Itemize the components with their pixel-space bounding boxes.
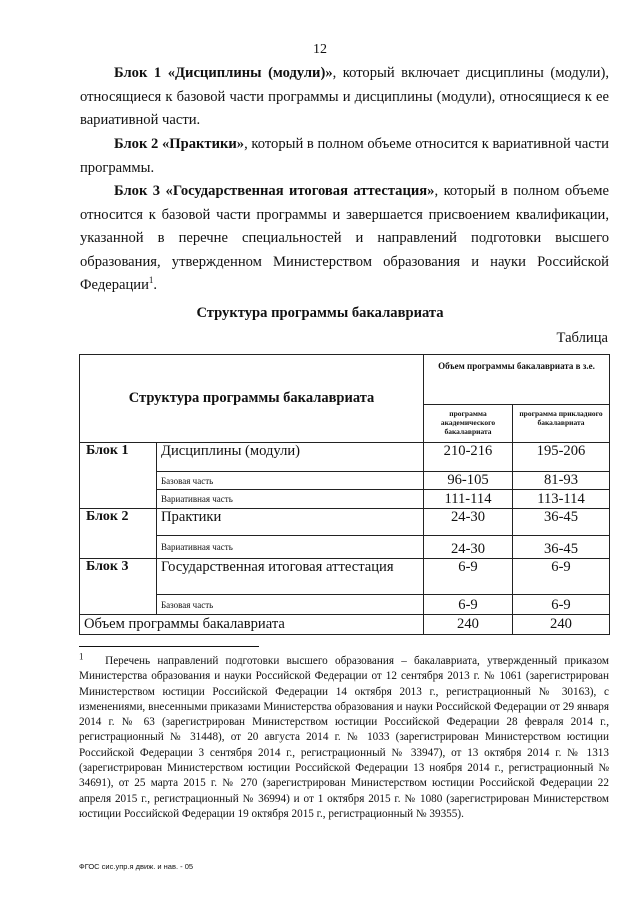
table-row [80,443,610,472]
row-academic: 24-30 [424,509,513,536]
table-label: Таблица [556,330,608,346]
total-applied: 240 [513,615,610,635]
total-academic: 240 [424,615,513,635]
header-academic: программа академического бакалавриата [424,405,513,443]
row-name: Базовая часть [157,595,424,615]
table-row [80,559,610,595]
block2-paragraph [80,133,609,180]
page-number: 12 [313,42,327,57]
row-academic: 96-105 [424,472,513,490]
header-volume: Объем программы бакалавриата в з.е. [424,355,610,405]
block1-title: Блок 1 «Дисциплины (модули)» [114,65,333,81]
header-structure: Структура программы бакалавриата [80,355,424,443]
block-label: Блок 2 [80,509,157,536]
table-title: Структура программы бакалавриата [196,305,444,321]
table-row [80,490,610,509]
row-academic: 210-216 [424,443,513,472]
block-label: Блок 3 [80,559,157,595]
block2-title: Блок 2 «Практики» [114,136,245,152]
structure-table [79,354,610,635]
row-academic: 24-30 [424,536,513,559]
row-academic: 111-114 [424,490,513,509]
row-applied: 36-45 [513,536,610,559]
footnote-divider [79,646,259,647]
row-applied: 113-114 [513,490,610,509]
row-name: Базовая часть [157,472,424,490]
row-applied: 6-9 [513,559,610,595]
row-name: Практики [157,509,424,536]
block1-text: , который включает дисциплины (модули), относящиеся к базовой части программы и дисциплины (модули), относящиеся к ее вариативной части. [80,65,609,128]
block3-title: Блок 3 «Государственная итоговая аттестация» [114,183,435,199]
block3-paragraph [80,180,609,298]
header-applied: программа прикладного бакалавриата [513,405,610,443]
row-name: Государственная итоговая аттестация [157,559,424,595]
footer-code: ФГОС сис.упр.я движ. и нав. - 05 [79,862,194,871]
total-label: Объем программы бакалавриата [80,615,424,635]
row-applied: 81-93 [513,472,610,490]
row-name: Вариативная часть [157,490,424,509]
block3-end: . [153,277,158,293]
block2-text: , который в полном объеме относится к вариативной части программы. [80,136,609,176]
row-applied: 6-9 [513,595,610,615]
table-row [80,472,610,490]
table-row [80,536,610,559]
table-total-row [80,615,610,635]
table-row [80,509,610,536]
row-academic: 6-9 [424,559,513,595]
block1-paragraph [80,62,609,133]
footnote [79,651,610,822]
table-row [80,595,610,615]
row-applied: 36-45 [513,509,610,536]
row-academic: 6-9 [424,595,513,615]
row-name: Дисциплины (модули) [157,443,424,472]
footnote-marker: 1 [79,651,84,662]
block3-text: , который в полном объеме относится к базовой части программы и завершается присвоением квалификации, указанной в перечне специальностей и направлений подготовки высшего образования, утвержденном Министерством образования и науки Российской Федерации [80,183,609,293]
footnote-reference[interactable]: 1 [148,275,154,286]
row-applied: 195-206 [513,443,610,472]
row-name: Вариативная часть [157,536,424,559]
footnote-text: Перечень направлений подготовки высшего образования – бакалавриата, утвержденный приказом Министерства образования и науки Российской Федерации от 12 сентября 2013 г. № 1061 (зарегистрирован Министерством юстиции Российской Федерации 14 октября 2013 г., регистрационный № 30163), с изменениями, внесенными приказами Министерства образования и науки Российской Федерации от 29 января 2014 г. № 63 (зарегистрирован Министерством юстиции Российской Федерации 28 февраля 2014 г., регистрационный № 31448), от 20 августа 2014 г. № 1033 (зарегистрирован Министерством юстиции Российской Федерации 3 сентября 2014 г., регистрационный № 33947), от 13 октября 2014 г. № 1313 (зарегистрирован Министерством юстиции Российской Федерации 13 ноября 2014 г., регистрационный № 34691), от 25 марта 2015 г. № 270 (зарегистрирован Министерством юстиции Российской Федерации 22 апреля 2015 г., регистрационный № 36994) и от 1 октября 2015 г. № 1080 (зарегистрирован Министерством юстиции Российской Федерации 19 октября 2015 г., регистрационный № 39355). [79,655,610,820]
block-label: Блок 1 [80,443,157,472]
